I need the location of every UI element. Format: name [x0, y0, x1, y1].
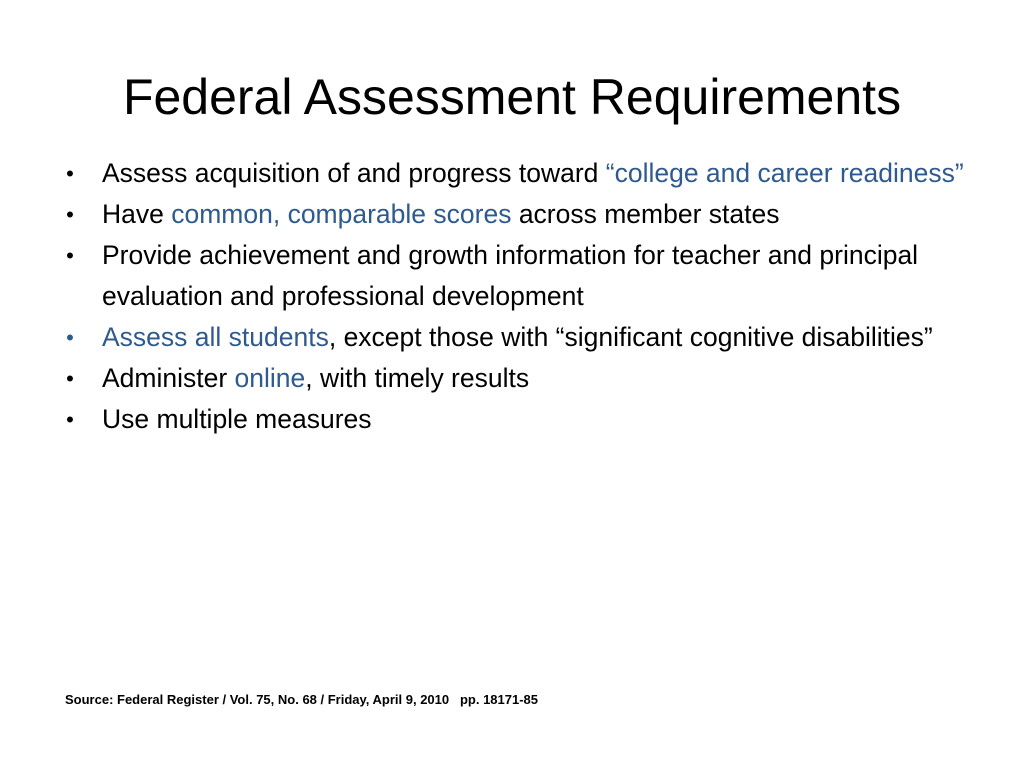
bullet-text: Have: [102, 199, 172, 229]
bullet-dot-icon: •: [66, 243, 74, 268]
bullet-text: Assess acquisition of and progress toward: [102, 158, 606, 188]
highlighted-text: online: [234, 363, 306, 393]
bullet-text: Administer: [102, 363, 235, 393]
bullet-item: [60, 358, 970, 399]
highlighted-text: “college and career readiness”: [605, 158, 964, 188]
bullet-text: Provide achievement and growth information for teacher and principal evaluation and professional development: [102, 240, 919, 311]
bullet-item: [60, 194, 970, 235]
bullet-list: [60, 153, 970, 440]
bullet-dot-icon: •: [66, 161, 74, 186]
highlighted-text: common, comparable scores: [171, 199, 512, 229]
bullet-item: [60, 399, 970, 440]
bullet-text: across member states: [511, 199, 780, 229]
bullet-dot-icon: •: [66, 325, 74, 350]
slide-title: Federal Assessment Requirements: [122, 69, 902, 125]
bullet-dot-icon: •: [66, 202, 74, 227]
highlighted-text: Assess all students: [102, 322, 329, 352]
bullet-text: Use multiple measures: [102, 404, 372, 434]
bullet-text: , with timely results: [305, 363, 530, 393]
bullet-text: , except those with “significant cognitive disabilities”: [328, 322, 933, 352]
bullet-dot-icon: •: [66, 366, 74, 391]
bullet-dot-icon: •: [66, 407, 74, 432]
bullet-item: [60, 153, 970, 194]
bullet-item: [60, 235, 970, 317]
source-citation: Source: Federal Register / Vol. 75, No. 68 / Friday, April 9, 2010 pp. 18171-85: [65, 692, 539, 707]
bullet-item: [60, 317, 970, 358]
